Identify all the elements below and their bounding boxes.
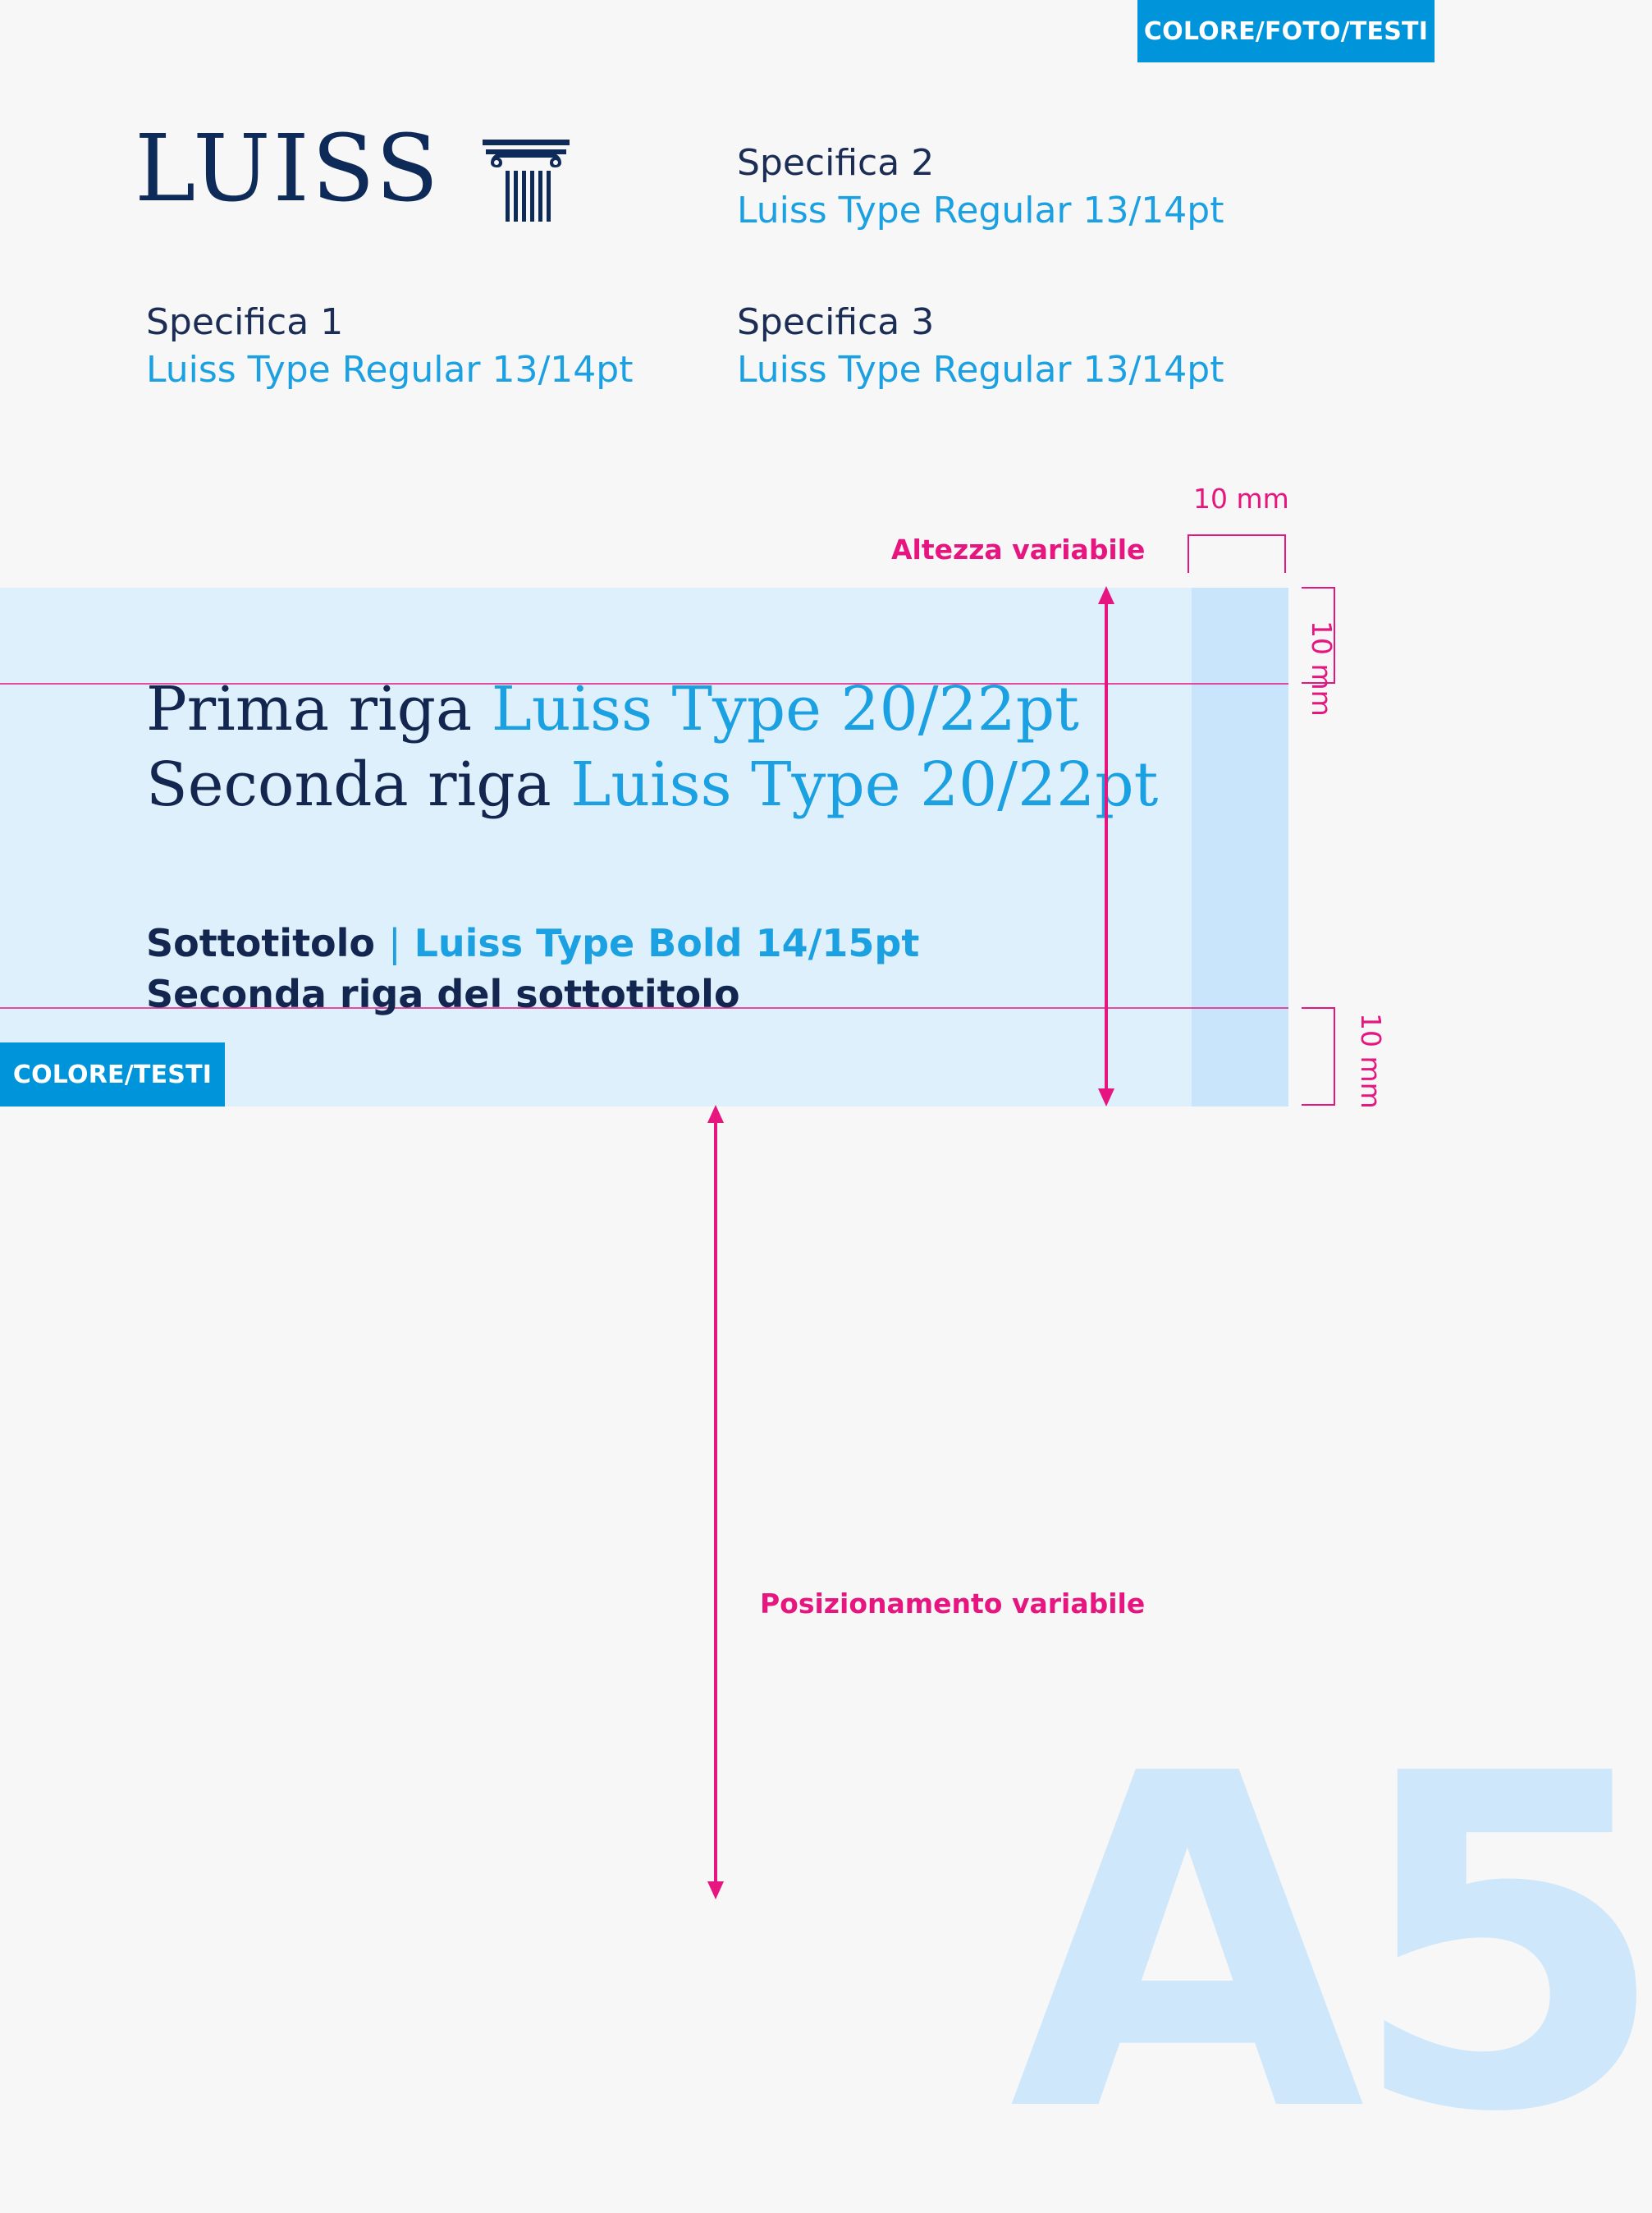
variable-position-label: Posizionamento variabile — [760, 1588, 1146, 1620]
right-margin-bracket — [1187, 534, 1288, 575]
spec-2 — [737, 140, 1224, 235]
subtitle-separator: | — [388, 921, 401, 965]
luiss-wordmark: LUISS — [135, 116, 442, 222]
height-arrow — [1091, 584, 1121, 1108]
band-category-tag — [0, 1042, 225, 1106]
spec-3-value: Luiss Type Regular 13/14pt — [737, 349, 1224, 391]
headline-line-1-light: Luiss Type 20/22pt — [491, 674, 1079, 745]
right-margin-column — [1192, 588, 1288, 1106]
spec-2-label: Specifica 2 — [737, 142, 935, 184]
right-margin-label: 10 mm — [1193, 483, 1289, 515]
subtitle-line-2 — [146, 969, 740, 1019]
band-category-tag-label: COLORE/TESTI — [12, 1060, 213, 1089]
column-icon — [483, 140, 570, 222]
subtitle-light: Luiss Type Bold 14/15pt — [414, 921, 920, 965]
spec-3-label: Specifica 3 — [737, 301, 935, 343]
variable-height-label: Altezza variabile — [891, 534, 1146, 566]
spec-1-value: Luiss Type Regular 13/14pt — [146, 349, 634, 391]
bottom-margin-label: 10 mm — [1355, 1013, 1387, 1109]
subtitle-line-2-text: Seconda riga del sottotitolo — [146, 972, 740, 1016]
headline-line-2-dark: Seconda riga — [146, 749, 551, 820]
top-margin-label: 10 mm — [1306, 621, 1338, 717]
bottom-margin-bracket — [1302, 1006, 1338, 1108]
headline-line-1-dark: Prima riga — [146, 674, 473, 745]
format-label: A5 — [1009, 1678, 1652, 2213]
subtitle-dark: Sottotitolo — [146, 921, 376, 965]
headline-line-2 — [146, 747, 1158, 822]
spec-1 — [146, 299, 633, 394]
position-arrow — [701, 1103, 730, 1901]
subtitle-line-1 — [146, 918, 919, 969]
headline-line-2-light: Luiss Type 20/22pt — [570, 749, 1159, 820]
spec-2-value: Luiss Type Regular 13/14pt — [737, 190, 1224, 231]
spec-3 — [737, 299, 1224, 394]
headline-line-1 — [146, 671, 1079, 747]
spec-1-label: Specifica 1 — [146, 301, 344, 343]
top-category-tag-label: COLORE/FOTO/TESTI — [1143, 16, 1429, 46]
top-category-tag — [1137, 0, 1435, 62]
